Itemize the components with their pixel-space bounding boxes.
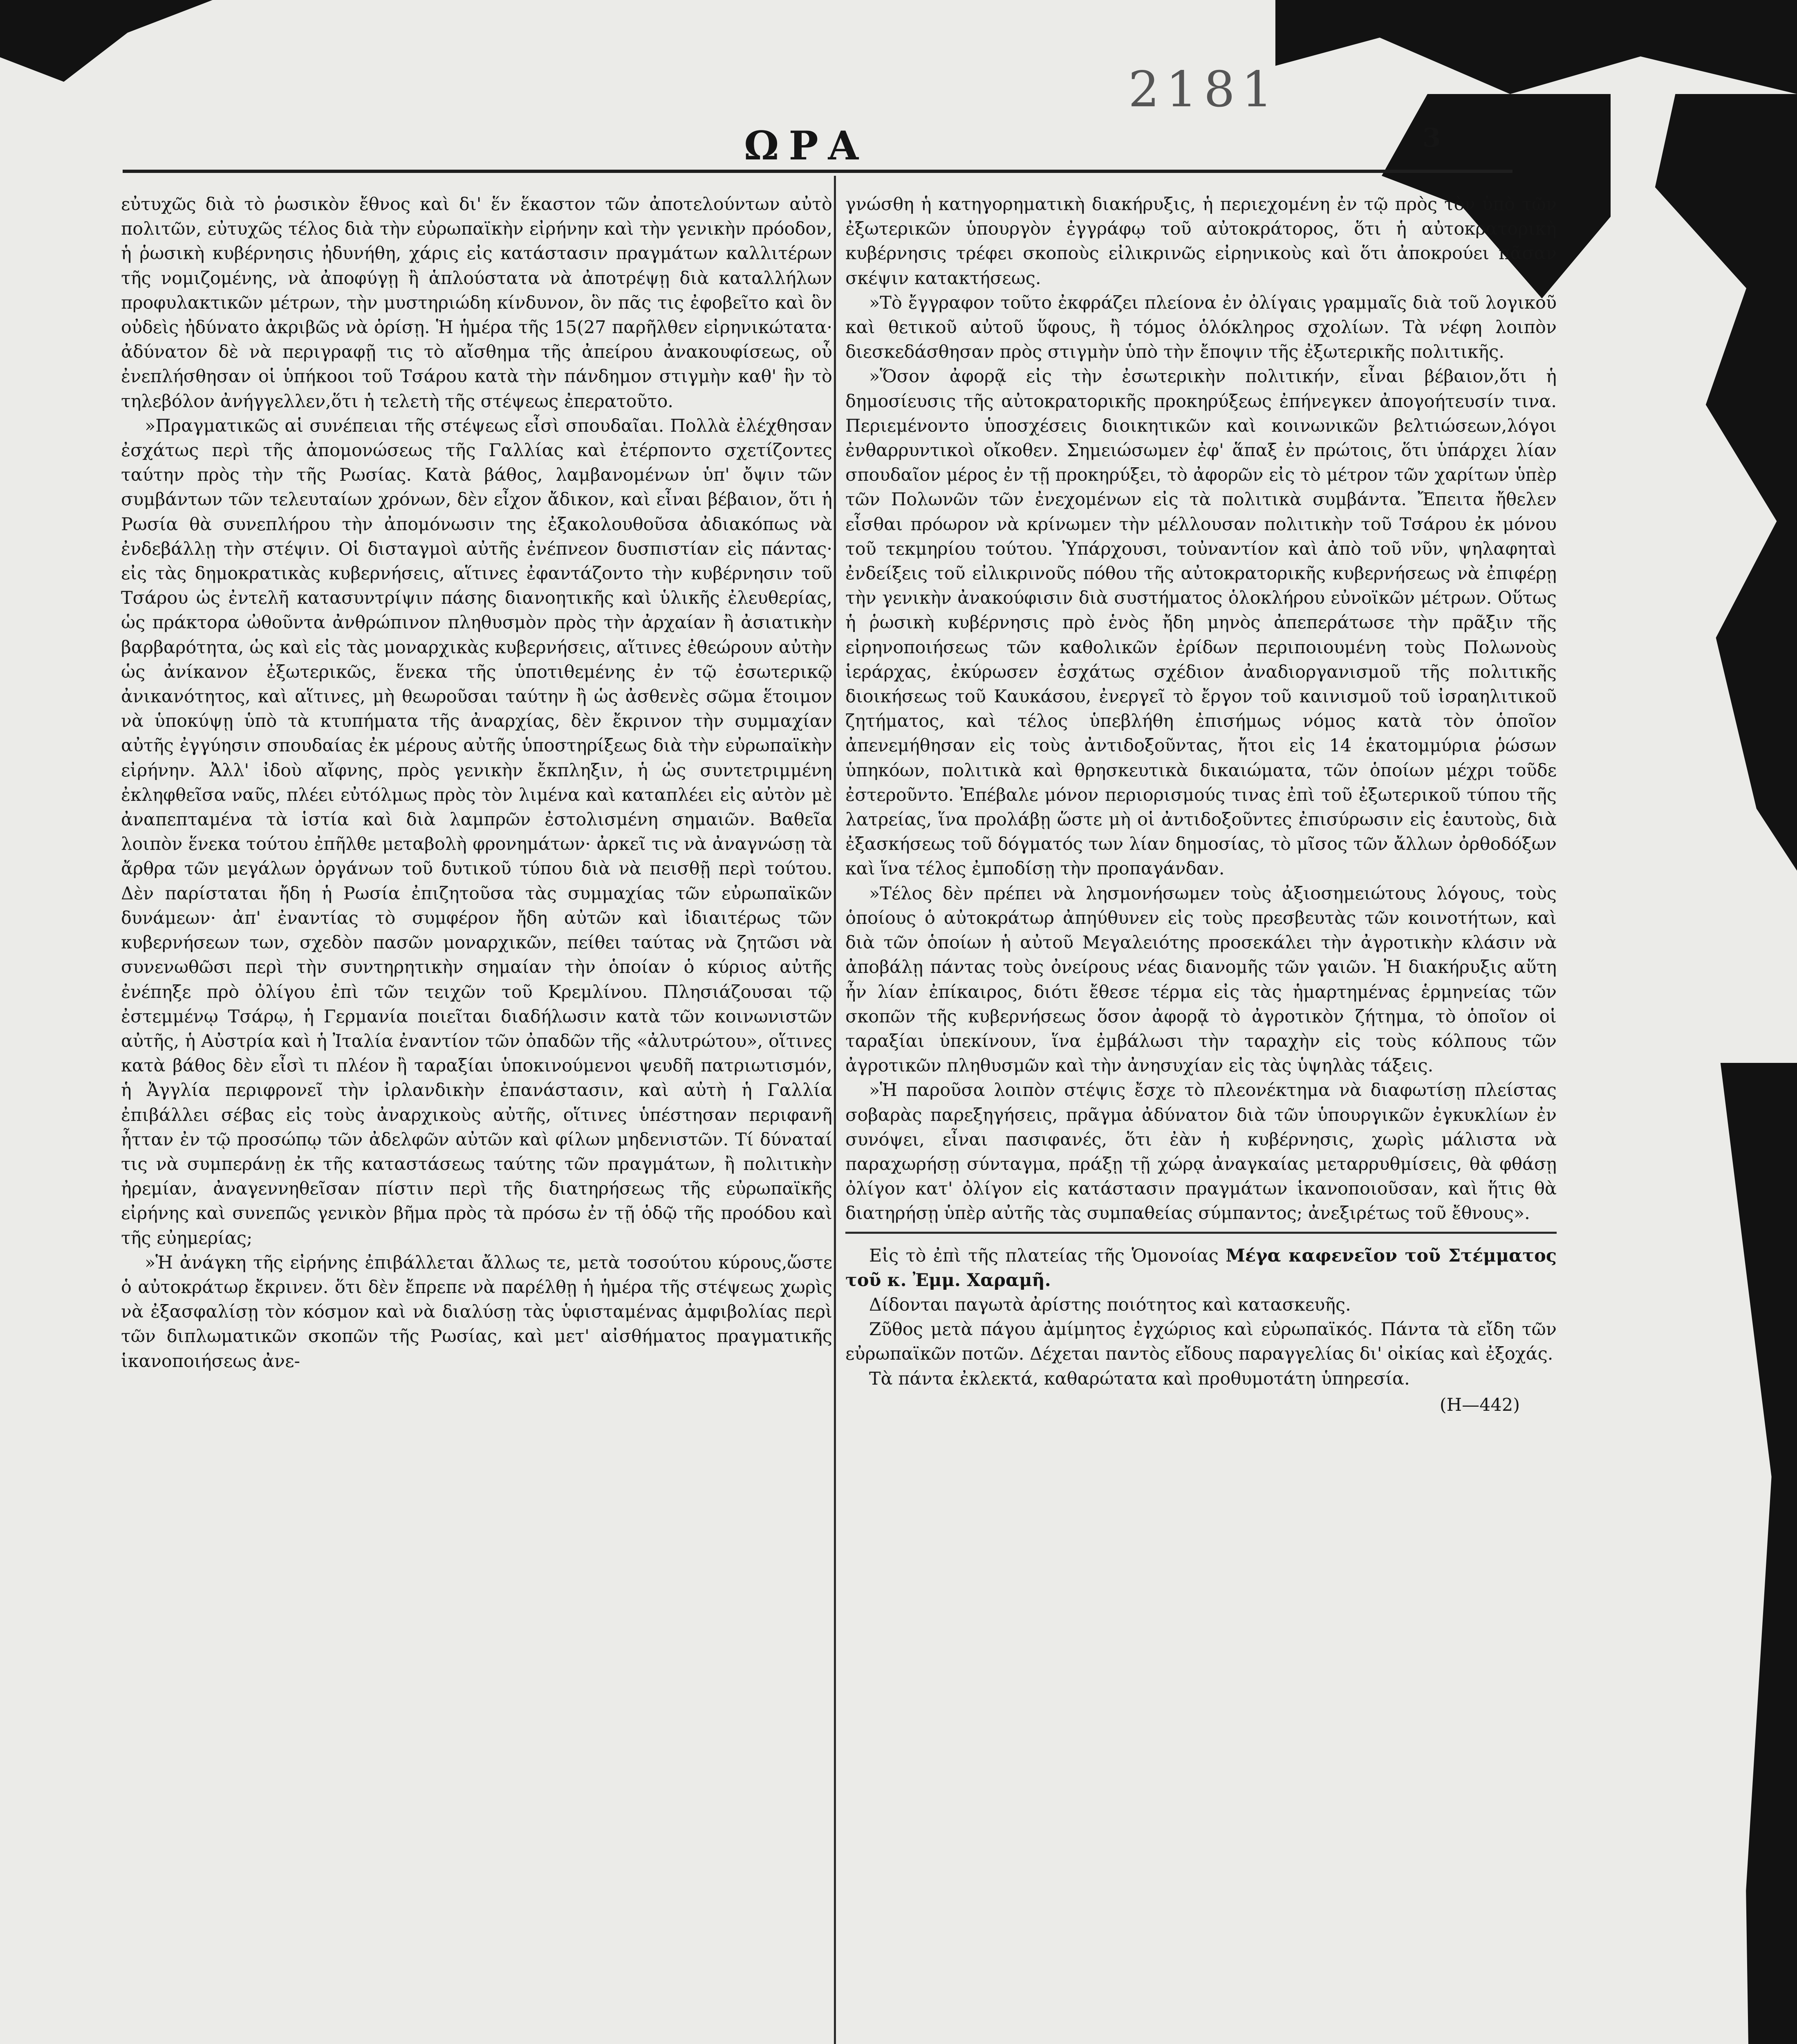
header-rule (123, 170, 1512, 173)
article-paragraph: »Τὸ ἔγγραφον τοῦτο ἐκφράζει πλείονα ἐν ὀλίγαις γραμμαῖς διὰ τοῦ λογικοῦ καὶ θετικοῦ αὐτοῦ ὕφους, ἢ τόμος ὁλόκληρος σχολίων. Τὰ νέφη λοιπὸν διεσκεδάσθησαν πρὸς στιγμὴν ὑπὸ τὴν ἔποψιν τῆς ἐξωτερικῆς πολιτικῆς. (845, 292, 1557, 363)
advertisement-heading (845, 1244, 1557, 1293)
issue-number: 2181 (1128, 61, 1279, 118)
left-column (121, 192, 832, 1374)
advertisement-line: Δίδονται παγωτὰ ἀρίστης ποιότητος καὶ κατασκευῆς. (869, 1294, 1351, 1315)
article-paragraph: »Ἡ ἀνάγκη τῆς εἰρήνης ἐπιβάλλεται ἄλλως τε, μετὰ τοσούτου κύρους,ὥστε ὁ αὐτοκράτωρ ἔκρινεν. ὅτι δὲν ἔπρεπε νὰ παρέλθῃ ἡ ἡμέρα τῆς στέψεως χωρὶς νὰ ἐξασφαλίσῃ τὸν κόσμον καὶ νὰ διαλύσῃ τὰς ὑφισταμένας ἀμφιβολίας περὶ τῶν διπλωματικῶν σκοπῶν τῆς Ρωσίας, καὶ μετ' αἰσθήματος πραγματικῆς ἱκανοποιήσεως ἀνε- (121, 1252, 832, 1372)
column-divider (834, 176, 836, 2044)
advertisement (845, 1244, 1557, 1417)
torn-edge (1627, 1063, 1797, 2044)
article-paragraph: »Τέλος δὲν πρέπει νὰ λησμονήσωμεν τοὺς ἀξιοσημειώτους λόγους, τοὺς ὁποίους ὁ αὐτοκράτωρ ἀπηύθυνεν εἰς τοὺς πρεσβευτὰς τῶν κοινοτήτων, καὶ διὰ τῶν ὁποίων ἡ αὐτοῦ Μεγαλειότης προσεκάλει τὴν ἀγροτικὴν κλάσιν νὰ ἀποβάλῃ πάντας τοὺς ὀνείρους νέας διανομῆς τῶν γαιῶν. Ἡ διακήρυξις αὕτη ἦν λίαν ἐπίκαιρος, διότι ἔθεσε τέρμα εἰς τὰς ἡμαρτημένας ἑρμηνείας τῶν σκοπῶν τῆς κυβερνήσεως ὅσον ἀφορᾷ τὸ ἀγροτικὸν ζήτημα, τὸ ὁποῖον οἱ ταραξίαι ὑπεκίνουν, ἵνα ἐμβάλωσι τὴν ταραχὴν εἰς τοὺς κόλπους τῶν ἀγροτικῶν πληθυσμῶν καὶ τὴν ἀνησυχίαν εἰς τὰς ὑψηλὰς τάξεις. (845, 883, 1557, 1076)
page-header (0, 0, 1797, 176)
page-number: 3 (1423, 123, 1441, 153)
article-paragraph: »Ὅσον ἀφορᾷ εἰς τὴν ἐσωτερικὴν πολιτικήν, εἶναι βέβαιον,ὅτι ἡ δημοσίευσις τῆς αὐτοκρατορικῆς προκηρύξεως ἐπήνεγκεν ἀπογοήτευσίν τινα. Περιεμένοντο ὑποσχέσεις διοικητικῶν καὶ κοινωνικῶν βελτιώσεων,λόγοι ἐνθαρρυντικοὶ οἴκοθεν. Σημειώσωμεν ἐφ' ἅπαξ ἐν πρώτοις, ὅτι ὑπάρχει λίαν σπουδαῖον μέρος ἐν τῇ προκηρύξει, τὸ ἀφορῶν εἰς τὸ μέτρον τῶν χαρίτων ὑπὲρ τῶν Πολωνῶν τῶν ἐνεχομένων εἰς τὰ πολιτικὰ συμβάντα. Ἔπειτα ἤθελεν εἶσθαι πρόωρον νὰ κρίνωμεν τὴν μέλλουσαν πολιτικὴν τοῦ Τσάρου ἐκ μόνου τοῦ τεκμηρίου τούτου. Ὑπάρχουσι, τοὐναντίον καὶ ἀπὸ τοῦ νῦν, ψηλαφηταὶ ἐνδείξεις τοῦ εἰλικρινοῦς πόθου τῆς αὐτοκρατορικῆς κυβερνήσεως νὰ ἐπιφέρῃ τὴν γενικὴν ἀνακούφισιν διὰ συστήματος ὁλοκλήρου εὐνοϊκῶν μέτρων. Οὕτως ἡ ῥωσικὴ κυβέρνησις πρὸ ἑνὸς ἤδη μηνὸς ἀπεπεράτωσε τὴν πρᾶξιν τῆς εἰρηνοποιήσεως τῶν καθολικῶν ἐρίδων περιποιουμένη τοὺς Πολωνοὺς ἱεράρχας, ἐκύρωσεν ἐσχάτως σχέδιον ἀναδιοργανισμοῦ τῆς πολιτικῆς διοικήσεως τοῦ Καυκάσου, ἐνεργεῖ τὸ ἔργον τοῦ καινισμοῦ τοῦ ἰσραηλιτικοῦ ζητήματος, καὶ τέλος ὑπεβλήθη ἐπισήμως νόμος κατὰ τὸν ὁποῖον ἀπενεμήθησαν εἰς τοὺς ἀντιδοξοῦντας, ἤτοι εἰς 14 ἑκατομμύρια ῥώσων ὑπηκόων, πολιτικὰ καὶ θρησκευτικὰ δικαιώματα, τῶν ὁποίων μέχρι τοῦδε ἐστεροῦντο. Ἐπέβαλε μόνον περιορισμούς τινας ἐπὶ τοῦ ἐξωτερικοῦ τύπου τῆς λατρείας, ἵνα προλάβῃ ὥστε μὴ οἱ ἀντιδοξοῦντες ἐπισύρωσιν εἰς ἑαυτοὺς, διὰ ἐξασκήσεως τοῦ δόγματός των λίαν δημοσίας, τὸ μῖσος τῶν ἄλλων ὀρθοδόξων καὶ ἵνα τέλος ἐμποδίσῃ τὴν προπαγάνδαν. (845, 366, 1557, 879)
advertisement-code: (Η—442) (1439, 1394, 1520, 1415)
torn-edge (1594, 94, 1797, 871)
newspaper-title: ΩΡΑ (744, 123, 869, 169)
advertisement-line: Ζῦθος μετὰ πάγου ἀμίμητος ἐγχώριος καὶ εὐρωπαϊκός. Πάντα τὰ εἴδη τῶν εὐρωπαϊκῶν ποτῶν. Δέχεται παντὸς εἴδους παραγγελίας δι' οἰκίας καὶ ἐξοχάς. (845, 1319, 1557, 1365)
article-paragraph: »Πραγματικῶς αἱ συνέπειαι τῆς στέψεως εἶσὶ σπουδαῖαι. Πολλὰ ἐλέχθησαν ἐσχάτως περὶ τῆς ἀπομονώσεως τῆς Γαλλίας καὶ ἐτέρποντο σχετίζοντες ταύτην πρὸς τὴν τῆς Ρωσίας. Κατὰ βάθος, λαμβανομένων ὑπ' ὄψιν τῶν συμβάντων τῶν τελευταίων χρόνων, δὲν εἶχον ἄδικον, καὶ εἶναι βέβαιον, ὅτι ἡ Ρωσία θὰ συνεπλήρου τὴν ἀπομόνωσιν της ἐξακολουθοῦσα ἀδιακόπως νὰ ἐνδεβάλλῃ τὴν στέψιν. Οἱ δισταγμοὶ αὐτῆς ἐνέπνεον δυσπιστίαν εἰς πάντας· εἰς τὰς δημοκρατικὰς κυβερνήσεις, αἵτινες ἐφαντάζοντο τὴν κυβέρνησιν τοῦ Τσάρου ὡς ἐντελῆ κατασυντρίψιν πάσης διανοητικῆς καὶ ὑλικῆς ἐλευθερίας, ὡς πράκτορα ὠθοῦντα ἀνθρώπινον πληθυσμὸν πρὸς τὴν ἀρχαίαν ἢ ἀσιατικὴν βαρβαρότητα, ὡς καὶ εἰς τὰς μοναρχικὰς κυβερνήσεις, αἵτινες ἐθεώρουν αὐτὴν ὡς ἀνίκανον ἐξωτερικῶς, ἕνεκα τῆς ὑποτιθεμένης ἐν τῷ ἐσωτερικῷ ἀνικανότητος, καὶ αἵτινες, μὴ θεωροῦσαι ταύτην ἢ ὡς ἀσθενὲς σῶμα ἕτοιμον νὰ ὑποκύψῃ ὑπὸ τὰ κτυπήματα τῆς ἀναρχίας, δὲν ἔκρινον τὴν συμμαχίαν αὐτῆς ἐγγύησιν σπουδαίας ἐκ μέρους αὐτῆς ὑποστηρίξεως διὰ τὴν εὐρωπαϊκὴν εἰρήνην. Ἀλλ' ἰδοὺ αἴφνης, πρὸς γενικὴν ἔκπληξιν, ἡ ὡς συντετριμμένη ἐκληφθεῖσα ναῦς, πλέει εὐτόλμως πρὸς τὸν λιμένα καὶ καταπλέει εἰς αὐτὸν μὲ ἀναπεπταμένα τὰ ἱστία καὶ διὰ λαμπρῶν ἐστολισμένη σημαιῶν. Βαθεῖα λοιπὸν ἕνεκα τούτου ἐπῆλθε μεταβολὴ φρονημάτων· ἀρκεῖ τις νὰ ἀναγνώσῃ τὰ ἄρθρα τῶν μεγάλων ὀργάνων τοῦ δυτικοῦ τύπου διὰ νὰ πεισθῇ περὶ τούτου. Δὲν παρίσταται ἤδη ἡ Ρωσία ἐπιζητοῦσα τὰς συμμαχίας τῶν εὐρωπαϊκῶν δυνάμεων· ἀπ' ἐναντίας τὸ συμφέρον ἤδη αὐτῶν καὶ ἰδιαιτέρως τῶν κυβερνήσεων των, σχεδὸν πασῶν μοναρχικῶν, πείθει ταύτας νὰ ζητῶσι νὰ συνενωθῶσι περὶ τὴν συντηρητικὴν σημαίαν τὴν ὁποίαν ὁ κύριος αὐτῆς ἐνέπηξε πρὸ ὀλίγου ἐπὶ τῶν τειχῶν τοῦ Κρεμλίνου. Πλησιάζουσαι τῷ ἐστεμμένῳ Τσάρῳ, ἡ Γερμανία ποιεῖται διαδήλωσιν κατὰ τῶν κοινωνιστῶν αὐτῆς, ἡ Αὐστρία καὶ ἡ Ἰταλία ἐναντίον τῶν ὀπαδῶν τῆς «ἀλυτρώτου», οἵτινες κατὰ βάθος δὲν εἶσὶ τι πλέον ἢ ταραξίαι ὑποκινούμενοι ψευδῆ πατριωτισμόν, ἡ Ἀγγλία περιφρονεῖ τὴν ἰρλανδικὴν ἐπανάστασιν, καὶ αὐτὴ ἡ Γαλλία ἐπιβάλλει σέβας εἰς τοὺς ἀναρχικοὺς αὐτῆς, οἵτινες ὑπέστησαν περιφανῆ ἧτταν ἐν τῷ προσώπῳ τῶν ἀδελφῶν αὐτῶν καὶ φίλων μηδενιστῶν. Τί δύναταί τις νὰ συμπεράνῃ ἐκ τῆς καταστάσεως ταύτης τῶν πραγμάτων, ἢ πολιτικὴν ἠρεμίαν, ἀναγεννηθεῖσαν πίστιν περὶ τῆς διατηρήσεως τῆς εὐρωπαϊκῆς εἰρήνης καὶ συνεπῶς γενικὸν βῆμα πρὸς τὰ πρόσω ἐν τῇ ὁδῷ τῆς προόδου καὶ τῆς εὐημερίας; (121, 415, 832, 1248)
article-paragraph: »Ἡ παροῦσα λοιπὸν στέψις ἔσχε τὸ πλεονέκτημα νὰ διαφωτίσῃ πλείστας σοβαρὰς παρεξηγήσεις, πρᾶγμα ἀδύνατον διὰ τῶν ὑπουργικῶν ἐγκυκλίων ἐν συνόψει, εἶναι πασιφανές, ὅτι ἐὰν ἡ κυβέρνησις, χωρὶς μάλιστα νὰ παραχωρήσῃ σύνταγμα, πράξῃ τῇ χώρᾳ ἀναγκαίας μεταρρυθμίσεις, θὰ φθάσῃ ὀλίγον κατ' ὀλίγον εἰς κατάστασιν πραγμάτων ἱκανοποιοῦσαν, καὶ ἥτις θὰ διατηρήσῃ ὑπὲρ αὐτῆς τὰς συμπαθείας σύμπαντος; ἀνεξιρέτως τοῦ ἔθνους». (845, 1080, 1557, 1224)
advertisement-rule (845, 1232, 1557, 1234)
advertisement-business-name: Μέγα καφενεῖον τοῦ Στέμματος τοῦ κ. Ἐμμ. Χαραμῆ. (845, 1245, 1557, 1291)
article-paragraph: γνώσθη ἡ κατηγορηματικὴ διακήρυξις, ἡ περιεχομένη ἐν τῷ πρὸς τὸν ὑπὸ τῶν ἐξωτερικῶν ὑπουργὸν ἐγγράφῳ τοῦ αὐτοκράτορος, ὅτι ἡ αὐτοκρατορικὴ κυβέρνησις τρέφει σκοποὺς εἰλικρινῶς εἰρηνικοὺς καὶ ὅτι ἀποκρούει πᾶσαν σκέψιν κατακτήσεως. (845, 194, 1557, 289)
advertisement-line: Τὰ πάντα ἐκλεκτά, καθαρώτατα καὶ προθυμοτάτη ὑπηρεσία. (869, 1368, 1410, 1389)
article-paragraph: εὐτυχῶς διὰ τὸ ῥωσικὸν ἔθνος καὶ δι' ἕν ἕκαστον τῶν ἀποτελούντων αὐτὸ πολιτῶν, εὐτυχῶς τέλος διὰ τὴν εὐρωπαϊκὴν εἰρήνην καὶ τὴν γενικὴν πρόοδον, ἡ ῥωσικὴ κυβέρνησις ἠδυνήθη, χάρις εἰς κατάστασιν πραγμάτων καλλιτέρων τῆς νομιζομένης, νὰ ἀποφύγῃ ἢ ἁπλούστατα νὰ ἀποτρέψῃ διὰ καταλλήλων προφυλακτικῶν μέτρων, τὴν μυστηριώδη κίνδυνον, ὃν πᾶς τις ἐφοβεῖτο καὶ ὃν οὐδεὶς ἠδύνατο ἀκριβῶς νὰ ὁρίσῃ. Ἡ ἡμέρα τῆς 15(27 παρῆλθεν εἰρηνικώτατα· ἀδύνατον δὲ νὰ περιγραφῇ τις τὸ αἴσθημα τῆς ἀπείρου ἀνακουφίσεως, οὗ ἐνεπλήσθησαν οἱ ὑπήκοοι τοῦ Τσάρου κατὰ τὴν πάνδημον στιγμὴν καθ' ἣν τὸ τηλεβόλον ἀνήγγελλεν,ὅτι ἡ τελετὴ τῆς στέψεως ἐπερατοῦτο. (121, 194, 832, 412)
right-column (845, 192, 1557, 1417)
advertisement-intro: Εἰς τὸ ἐπὶ τῆς πλατείας τῆς Ὁμονοίας (869, 1245, 1219, 1266)
